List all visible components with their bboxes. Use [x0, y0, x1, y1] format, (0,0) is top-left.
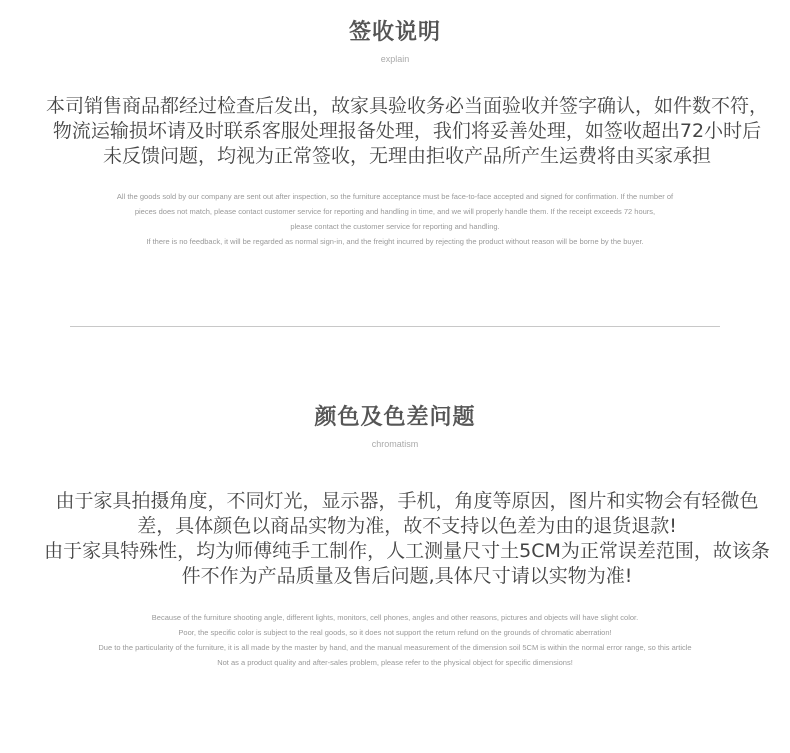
text-line: pieces does not match, please contact customer service for reporting and handling in time, and we will properly handle them. If the receipt exceeds 72 hours, [134, 207, 656, 216]
text-line: All the goods sold by our company are sent out after inspection, so the furniture acceptance must be face-to-face accepted and signed for confirmation. If the number of [116, 192, 674, 201]
text-line: Because of the furniture shooting angle, different lights, monitors, cell phones, angles and other reasons, pictures and objects will have slight color. [151, 613, 639, 622]
text-line: 差，具体颜色以商品实物为准，故不支持以色差为由的退货退款! [137, 515, 677, 537]
section-title: 签收说明 [348, 20, 441, 45]
text-line: 物流运输损坏请及时联系客服处理报备处理，我们将妥善处理，如签收超出72小时后 [52, 120, 762, 142]
text-line: Not as a product quality and after-sales problem, please refer to the physical object for specific dimensions! [217, 658, 573, 667]
text-line: If there is no feedback, it will be regarded as normal sign-in, and the freight incurred by rejecting the product without reason will be borne by the buyer. [146, 237, 644, 246]
color-section [0, 403, 790, 451]
text-line: Poor, the specific color is subject to the real goods, so it does not support the return refund on the grounds of chromatic aberration! [178, 628, 612, 637]
text-line: 件不作为产品质量及售后问题,具体尺寸请以实物为准! [181, 565, 633, 587]
text-line: 未反馈问题，均视为正常签收，无理由拒收产品所产生运费将由买家承担 [102, 145, 711, 167]
color-chinese-text [0, 489, 790, 589]
color-english-text [0, 610, 790, 670]
text-line: Due to the particularity of the furniture, it is all made by the master by hand, and the manual measurement of the dimension soil 5CM is within the normal error range, so this article [98, 643, 692, 652]
section-divider [70, 326, 720, 327]
section-subtitle: chromatism [371, 439, 419, 449]
text-line: please contact the customer service for reporting and handling. [290, 222, 500, 231]
sign-english-text [0, 189, 790, 249]
text-line: 由于家具特殊性，均为师傅纯手工制作，人工测量尺寸土5CM为正常误差范围，故该条 [44, 540, 770, 562]
text-line: 本司销售商品都经过检查后发出，故家具验收务必当面验收并签字确认，如件数不符， [45, 95, 768, 117]
section-title: 颜色及色差问题 [314, 405, 476, 430]
text-line: 由于家具拍摄角度，不同灯光，显示器，手机，角度等原因，图片和实物会有轻微色 [55, 490, 759, 512]
sign-chinese-text [0, 94, 790, 169]
section-subtitle: explain [380, 54, 410, 64]
sign-section [0, 18, 790, 66]
